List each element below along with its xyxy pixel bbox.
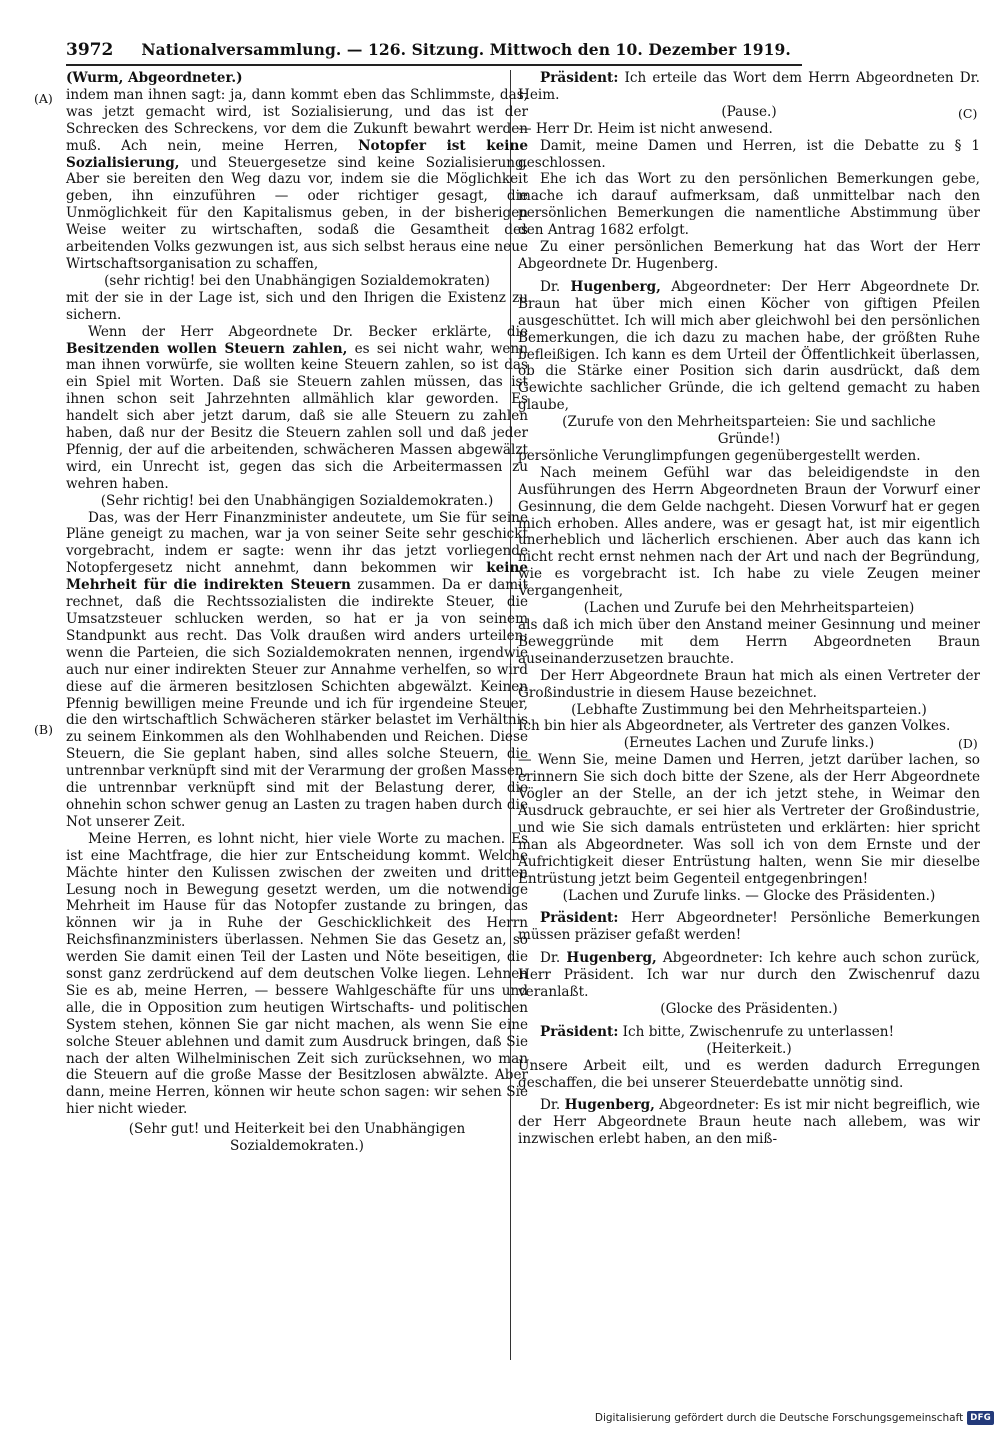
paragraph: Unsere Arbeit eilt, und es werden dadurch Erregungen geschaffen, die bei unserer Steuerdebatte unnötig sind.: [518, 1057, 980, 1091]
interjection: (Lachen und Zurufe bei den Mehrheitsparteien): [583, 600, 915, 617]
margin-letter-a: (A): [34, 91, 53, 106]
speaker-reference-text: (Wurm, Abgeordneter.): [66, 70, 243, 86]
emphasis-text: keine Mehrheit für die indirekten Steuern: [66, 560, 528, 594]
text-run: Abgeordneter: Es ist mir nicht begreiflich, wie der Herr Abgeordnete Braun heute nach allebem, was wir inzwischen erlebt haben, an den miß-: [518, 1097, 981, 1148]
credit-text: Digitalisierung gefördert durch die Deutsche Forschungsgemeinschaft: [594, 1412, 964, 1424]
interjection: (Erneutes Lachen und Zurufe links.): [623, 735, 875, 752]
right-column: [518, 70, 980, 1148]
text-run: Abgeordneter: Der Herr Abgeordnete Dr. Braun hat über mich einen Köcher von giftigen Pfeilen ausgeschüttet. Ich will mich aber gleichwohl bei den persönlichen Bemerkungen, die ich dazu zu machen habe, der größten Ruhe befleißigen. Ich kann es dem Urteil der Öffentlichkeit überlassen, ob die Stärke einer Position sich darin ausdrückt, daß dem Gewichte sachlicher Gründe, die ich geltend gemacht zu haben glaube,: [518, 278, 980, 414]
paragraph: mit der sie in der Lage ist, sich und den Ihrigen die Existenz zu sichern.: [66, 289, 528, 323]
speaker-turn: [518, 950, 980, 1001]
margin-letter-c: (C): [958, 106, 978, 121]
paragraph: Damit, meine Damen und Herren, ist die Debatte zu § 1 geschlossen.: [518, 137, 980, 171]
left-column: [66, 70, 528, 1155]
speaker-name: Hugenberg,: [570, 278, 661, 295]
text-run: es sei nicht wahr, wenn man ihnen vorwürfe, sie wollten keine Steuern zahlen, so ist das ein Spiel mit Worten. Daß sie Steuern zahlen müssen, das ist ihnen schon seit Jahrzehnten allmählich klar geworden. Es handelt sich aber jetzt darum, daß sie alle Steuern zu zahlen haben, daß nur der Besitz die Steuern zahlen soll und daß jeder Pfennig, der auf die arbeitenden, schwächeren Massen abgewälzt wird, ein Unrecht ist, gegen das sich die Arbeitermassen zu wehren haben.: [66, 340, 528, 492]
speaker-name: Präsident:: [540, 910, 619, 927]
speaker-turn: [518, 910, 980, 944]
emphasis-text: Notopfer ist keine Sozialisierung,: [66, 137, 528, 171]
paragraph: Meine Herren, es lohnt nicht, hier viele Worte zu machen. Es ist eine Machtfrage, die hier zur Entscheidung kommt. Welche Mächte hinter den Kulissen zwischen der zweiten und dritten Lesung noch in Bewegung gesetzt werden, um die notwendige Mehrheit im Hause für das Notopfer zustande zu bringen, das können wir ja in Ruhe der Geschicklichkeit des Herrn Reichsfinanzministers überlassen. Nehmen Sie das Gesetz an, so werden Sie damit einen Teil der Lasten und Nöte beseitigen, die sonst ganz zerdrückend auf dem deutschen Volke liegen. Lehnen Sie es ab, meine Herren, — bessere Wahlgeschäfte für uns und alle, die in Opposition zum heutigen Wirtschafts- und politischen System stehen, können Sie gar nicht machen, als wenn Sie eine solche Steuer ablehnen und damit zum Ausdruck bringen, daß Sie nach der alten Wilhelminischen Zeit sich zurücksehnen, wo man die Steuern auf die große Masse der Besitzlosen abwälzte. Aber dann, meine Herren, können wir heute schon sagen: wir sehen Sie hier nicht wieder.: [66, 830, 528, 1118]
text-run: zusammen. Da er damit rechnet, daß die Rechtssozialisten die indirekte Steuer, die Umsatzsteuer schlucken werden, so hat er ja von seinem Standpunkt aus recht. Das Volk draußen wird anders urteilen; wenn die Parteien, die sich Sozialdemokraten nennen, irgendwie auch nur einer indirekten Steuer zur Annahme verhelfen, so wird diese auf die ärmeren besitzlosen Schichten abgewälzt. Keinen Pfennig bewilligen meine Freunde und ich für irgendeine Steuer, die den wirtschaftlich Schwächeren stärker belastet im Verhältnis zu seinem Einkommen als den Wohlhabenden und Reichen. Diese Steuern, die Sie geplant haben, sind alles solche Steuern, die untrennbar verknüpft sind mit der Verarmung der großen Massen, die untrennbar verknüpft sind mit der Belastung derer, die ohnehin schon schwer genug an Lasten zu tragen haben durch die Not unserer Zeit.: [66, 577, 528, 830]
interjection: (Lebhafte Zustimmung bei den Mehrheitsparteien.): [571, 701, 927, 718]
paragraph: Ich bin hier als Abgeordneter, als Vertreter des ganzen Volkes.: [518, 718, 951, 735]
text-run: Dr.: [540, 950, 567, 967]
speaker-turn: [518, 1024, 980, 1041]
paragraph: als daß ich mich über den Anstand meiner Gesinnung und meiner Beweggründe mit dem Herrn Abgeordneten Braun auseinanderzusetzen brauchte.: [518, 617, 980, 667]
paragraph: persönliche Verunglimpfungen gegenübergestellt werden.: [518, 447, 921, 464]
paragraph: Ehe ich das Wort zu den persönlichen Bemerkungen gebe, mache ich darauf aufmerksam, daß unmittelbar nach den persönlichen Bemerkungen die namentliche Abstimmung über den Antrag 1682 erfolgt.: [518, 171, 980, 239]
interjection: (Lachen und Zurufe links. — Glocke des Präsidenten.): [562, 887, 936, 904]
speaker-reference: [66, 70, 528, 87]
paragraph: — Herr Dr. Heim ist nicht anwesend.: [518, 120, 773, 137]
text-run: Dr.: [540, 278, 571, 295]
paragraph: [66, 87, 528, 273]
page-number: 3972: [66, 40, 114, 60]
speaker-name: Hugenberg,: [564, 1097, 655, 1114]
speaker-turn: [518, 70, 980, 104]
text-run: Das, was der Herr Finanzminister andeutete, um Sie für seine Pläne geneigt zu machen, war ja von seiner Seite sehr geschickt vorgebracht, indem er sagte: wenn ihr das jetzt vorliegende Notopfergesetz nicht annehmt, dann bekommen wir: [66, 509, 528, 577]
interjection: (Glocke des Präsidenten.): [660, 1000, 838, 1017]
text-run: Abgeordneter: Ich kehre auch schon zurück, Herr Präsident. Ich war nur durch den Zwischenruf dazu veranlaßt.: [518, 950, 980, 1001]
margin-letter-d: (D): [958, 736, 978, 751]
text-run: Wenn der Herr Abgeordnete Dr. Becker erklärte, die: [88, 323, 528, 340]
speaker-name: Präsident:: [540, 1023, 619, 1040]
text-run: Dr.: [540, 1097, 565, 1114]
margin-letter-b: (B): [34, 722, 53, 737]
text-run: indem man ihnen sagt: ja, dann kommt eben das Schlimmste, das, was jetzt gemacht wird, ist Sozialisierung, und das ist der Schrecken des Schreckens, vor dem die Zukunft bewahrt werden muß. Ach nein, meine Herren,: [66, 86, 528, 154]
text-run: Herr Abgeordneter! Persönliche Bemerkungen müssen präziser gefaßt werden!: [518, 910, 980, 944]
speaker-name: Hugenberg,: [566, 950, 657, 967]
speaker-name: Präsident:: [540, 70, 619, 86]
header-rule: [66, 64, 802, 66]
paragraph: Nach meinem Gefühl war das beleidigendste in den Ausführungen des Herrn Abgeordneten Braun der Vorwurf einer Gesinnung, die dem Gelde nachgeht. Diesen Vorwurf hat er gegen mich erhoben. Alles andere, was er gesagt hat, ist mir eigentlich unerheblich und lächerlich erschienen. Aber auch das kann ich nicht recht ernst nehmen nach der Art und nach der Begründung, wie es vorgebracht ist. Ich habe zu viele Zeugen meiner Vergangenheit,: [518, 464, 980, 600]
interjection: (sehr richtig! bei den Unabhängigen Sozialdemokraten): [104, 272, 490, 289]
dfg-logo: DFG: [967, 1411, 994, 1425]
paragraph: [66, 510, 528, 831]
paragraph: Der Herr Abgeordnete Braun hat mich als einen Vertreter der Großindustrie in diesem Hause bezeichnet.: [518, 667, 980, 701]
interjection: (Sehr gut! und Heiterkeit bei den Unabhängigen Sozialdemokraten.): [128, 1121, 466, 1155]
paragraph: — Wenn Sie, meine Damen und Herren, jetzt darüber lachen, so erinnern Sie sich doch bitte der Szene, als der Herr Abgeordnete Vögler an der Stelle, an der ich jetzt stehe, in Weimar den Ausdruck gebrauchte, er sei hier als Vertreter der Großindustrie, und wie Sie sich damals entrüsteten und erklärten: hier spricht man als Abgeordneter. Was soll ich von dem Ernste und der Aufrichtigkeit dieser Entrüstung halten, wenn Sie mir dieselbe Entrüstung jetzt beim Gegenteil entgegenbringen!: [518, 752, 980, 887]
interjection: (Heiterkeit.): [706, 1040, 792, 1057]
page-header: [66, 40, 802, 64]
interjection: (Zurufe von den Mehrheitsparteien: Sie und sachliche Gründe!): [562, 414, 936, 448]
interjection: (Pause.): [721, 103, 777, 120]
interjection: (Sehr richtig! bei den Unabhängigen Sozialdemokraten.): [100, 492, 494, 509]
running-title: Nationalversammlung. — 126. Sitzung. Mittwoch den 10. Dezember 1919.: [141, 40, 791, 59]
text-run: Ich erteile das Wort dem Herrn Abgeordneten Dr. Heim.: [518, 70, 980, 103]
text-run: und Steuergesetze sind keine Sozialisierung. Aber sie bereiten den Weg dazu vor, indem sie die Möglichkeit geben, ihn einzuführen — oder richtiger gesagt, die Unmöglichkeit für den Kapitalismus geben, in der bisherigen Weise weiter zu wirtschaften, sodaß die Gesamtheit des arbeitenden Volks gezwungen ist, aus sich selbst heraus eine neue Wirtschaftsorganisation zu schaffen,: [66, 154, 528, 272]
paragraph: [66, 324, 528, 493]
emphasis-text: Besitzenden wollen Steuern zahlen,: [66, 340, 348, 357]
text-run: Ich bitte, Zwischenrufe zu unterlassen!: [618, 1023, 895, 1040]
digitization-credit: [595, 1411, 994, 1425]
speaker-turn: [518, 1097, 980, 1148]
speaker-turn: [518, 279, 980, 414]
paragraph: Zu einer persönlichen Bemerkung hat das Wort der Herr Abgeordnete Dr. Hugenberg.: [518, 239, 980, 272]
